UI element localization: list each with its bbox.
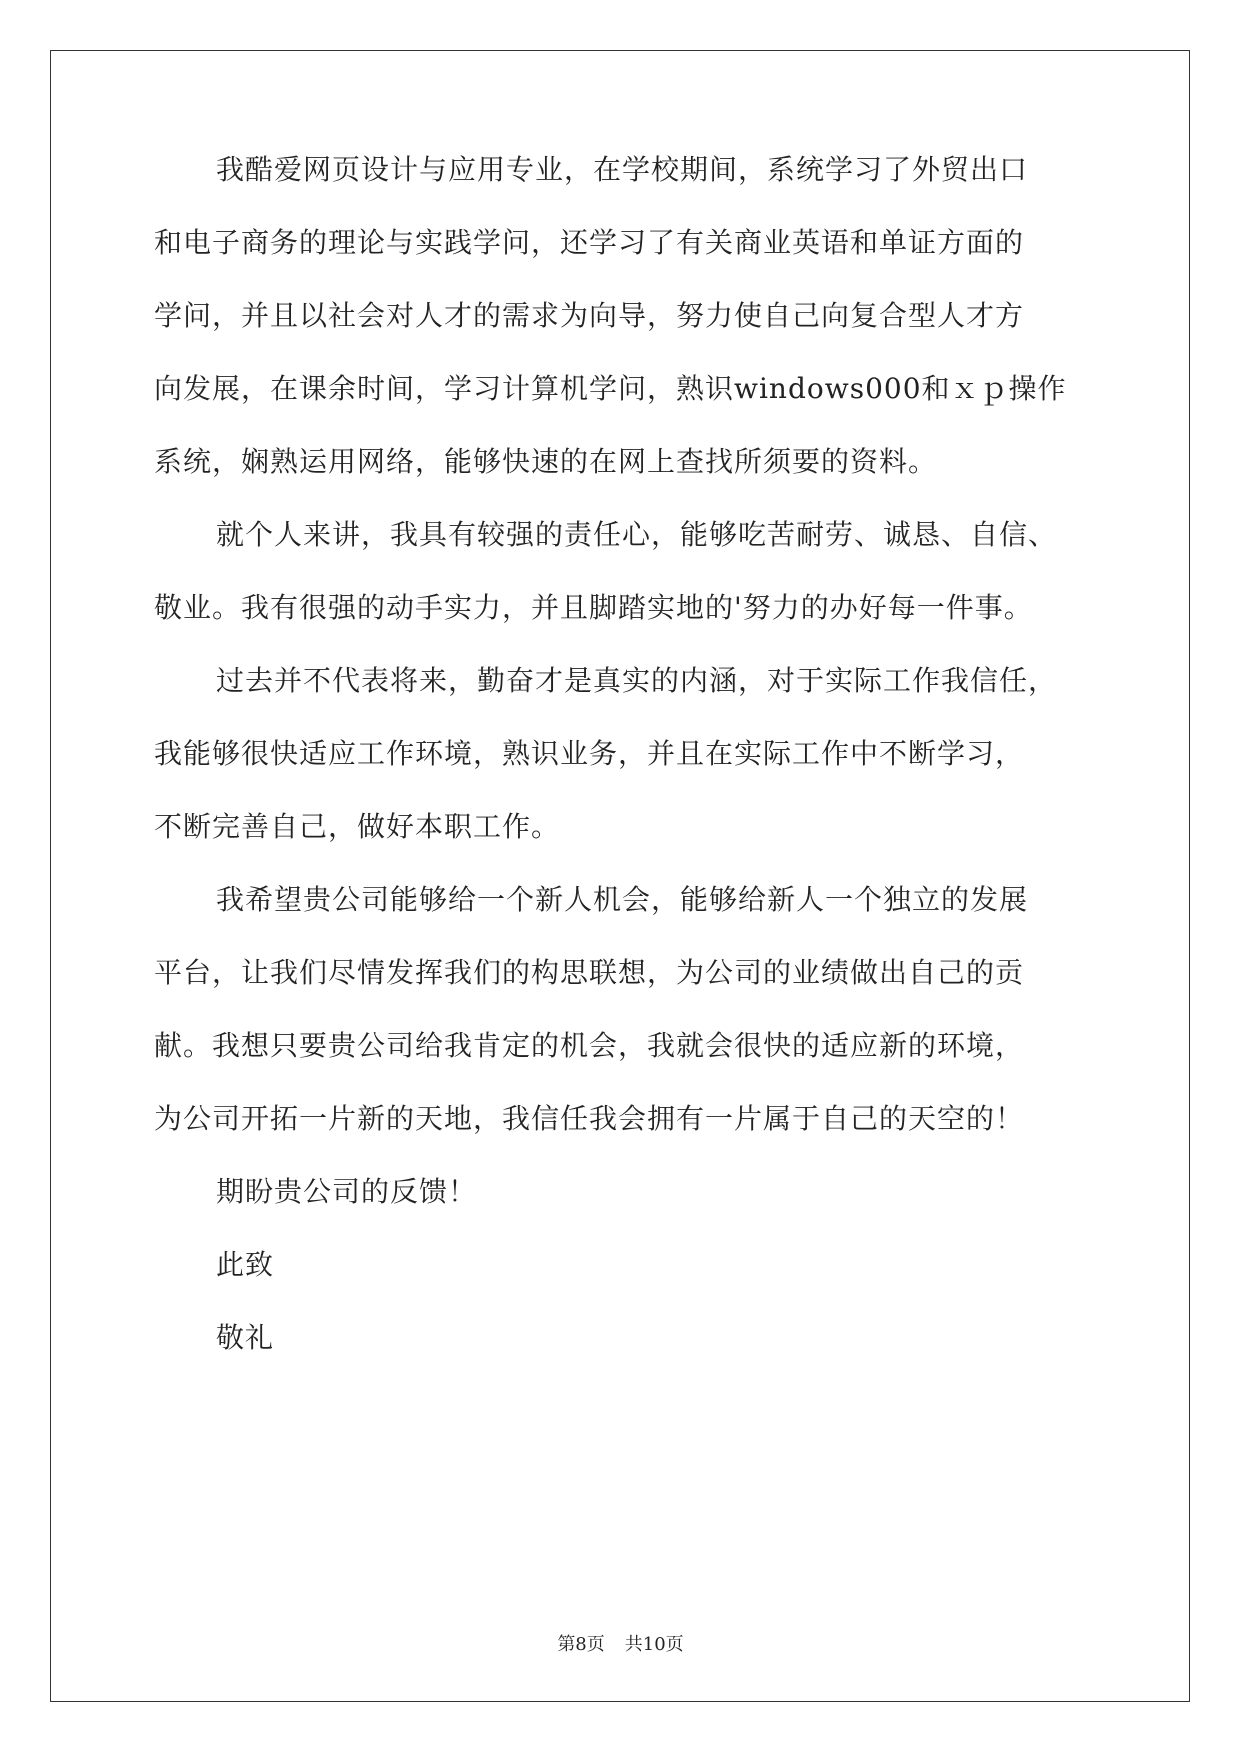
page-footer [0,1633,1241,1657]
paragraph-line: 和电子商务的理论与实践学问，还学习了有关商业英语和单证方面的 [154,226,1025,259]
page-number-current: 第8页 [557,1634,605,1655]
paragraph-line: 就个人来讲，我具有较强的责任心，能够吃苦耐劳、诚恳、自信、 [216,518,1058,551]
salutation-line: 敬礼 [216,1321,275,1354]
paragraph-line: 我希望贵公司能够给一个新人机会，能够给新人一个独立的发展 [216,883,1029,916]
paragraph-line: 献。我想只要贵公司给我肯定的机会，我就会很快的适应新的环境， [154,1029,1025,1062]
paragraph-line: 学问，并且以社会对人才的需求为向导，努力使自己向复合型人才方 [154,299,1025,332]
paragraph-line: 为公司开拓一片新的天地，我信任我会拥有一片属于自己的天空的！ [154,1102,1025,1135]
closing-line: 期盼贵公司的反馈！ [216,1175,478,1208]
salutation-line: 此致 [216,1248,275,1281]
paragraph-line: 过去并不代表将来，勤奋才是真实的内涵，对于实际工作我信任， [216,664,1058,697]
paragraph-line: 不断完善自己，做好本职工作。 [154,810,561,843]
paragraph-line: 敬业。我有很强的动手实力，并且脚踏实地的'努力的办好每一件事。 [154,591,1033,624]
paragraph-line: 我能够很快适应工作环境，熟识业务，并且在实际工作中不断学习， [154,737,1025,770]
paragraph-line: 系统，娴熟运用网络，能够快速的在网上查找所须要的资料。 [154,445,938,478]
page-number-total: 共10页 [624,1634,684,1655]
paragraph-line: 平台，让我们尽情发挥我们的构思联想，为公司的业绩做出自己的贡 [154,956,1025,989]
paragraph-line: 向发展，在课余时间，学习计算机学问，熟识windows000和ｘｐ操作 [154,372,1067,405]
paragraph-line: 我酷爱网页设计与应用专业，在学校期间，系统学习了外贸出口 [216,153,1029,186]
